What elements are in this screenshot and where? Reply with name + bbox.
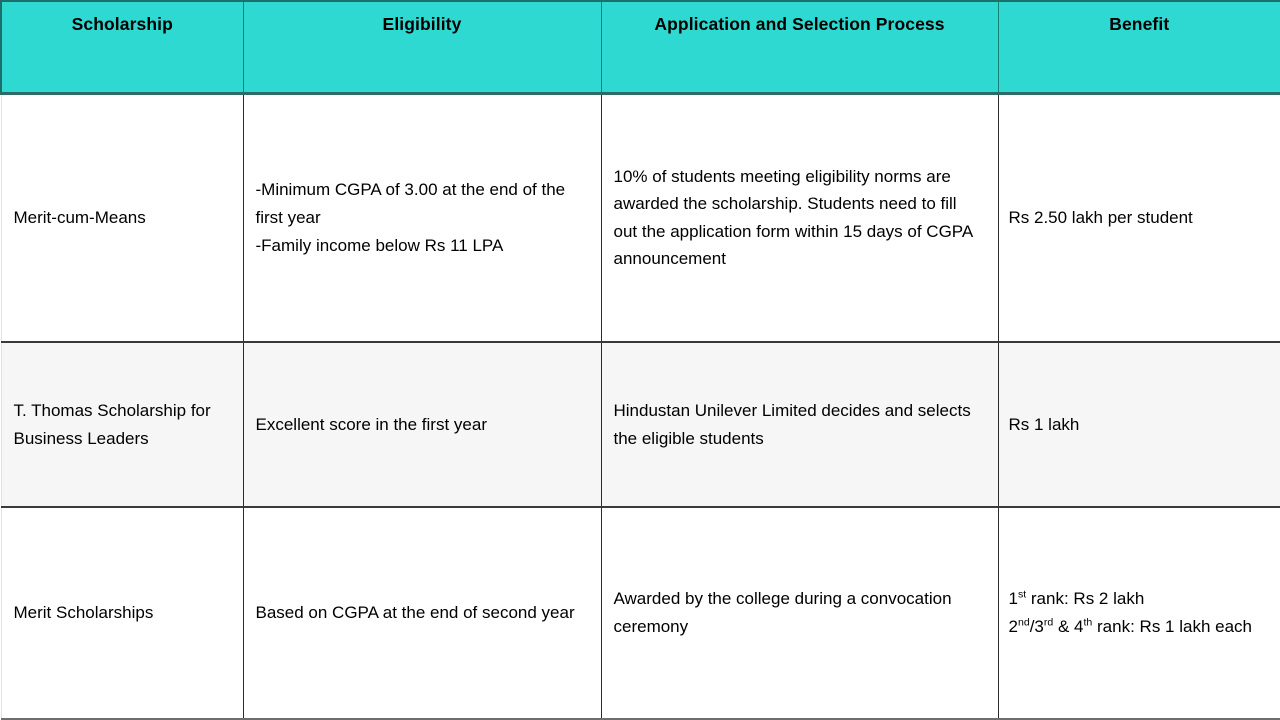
cell-eligibility [243,93,601,342]
table-header [1,1,1280,93]
table-row [1,342,1280,507]
benefit-line-rank-1 [1009,585,1267,613]
rank-number: 2 [1008,617,1018,636]
cell-benefit [998,507,1280,719]
rank-amount: rank: Rs 1 lakh each [1092,617,1252,636]
cell-process: Hindustan Unilever Limited decides and selects the eligible students [601,342,998,507]
rank-amount: rank: Rs 2 lakh [1026,589,1145,609]
cell-scholarship-name: Merit Scholarships [1,507,243,719]
cell-scholarship-name: T. Thomas Scholarship for Business Leaders [1,342,243,507]
cell-process: Awarded by the college during a convocation ceremony [601,507,998,719]
ordinal-suffix: st [1017,588,1027,601]
table-row [1,507,1280,719]
table-body [1,93,1280,719]
eligibility-line: -Minimum CGPA of 3.00 at the end of the first year [255,180,566,227]
ordinal-suffix: rd [1043,616,1054,629]
table-row [1,93,1280,342]
column-header-scholarship: Scholarship [1,1,243,93]
cell-eligibility: Excellent score in the first year [243,342,601,507]
cell-benefit: Rs 1 lakh [998,342,1280,507]
cell-scholarship-name: Merit-cum-Means [1,93,243,342]
column-header-eligibility: Eligibility [243,1,601,93]
column-header-benefit: Benefit [998,1,1280,93]
ordinal-suffix: th [1083,616,1093,629]
cell-process: 10% of students meeting eligibility norms are awarded the scholarship. Students need to fill out the application form within 15 days of CGPA announcement [601,93,998,342]
rank-number: 1 [1008,589,1018,609]
rank-number: /3 [1029,617,1044,636]
eligibility-line: -Family income below Rs 11 LPA [255,235,504,255]
rank-number: & 4 [1053,617,1084,636]
cell-eligibility: Based on CGPA at the end of second year [243,507,601,719]
column-header-process: Application and Selection Process [601,1,998,93]
benefit-line-rank-2-3-4 [1009,613,1267,641]
header-row [1,1,1280,93]
cell-benefit: Rs 2.50 lakh per student [998,93,1280,342]
ordinal-suffix: nd [1017,616,1030,629]
